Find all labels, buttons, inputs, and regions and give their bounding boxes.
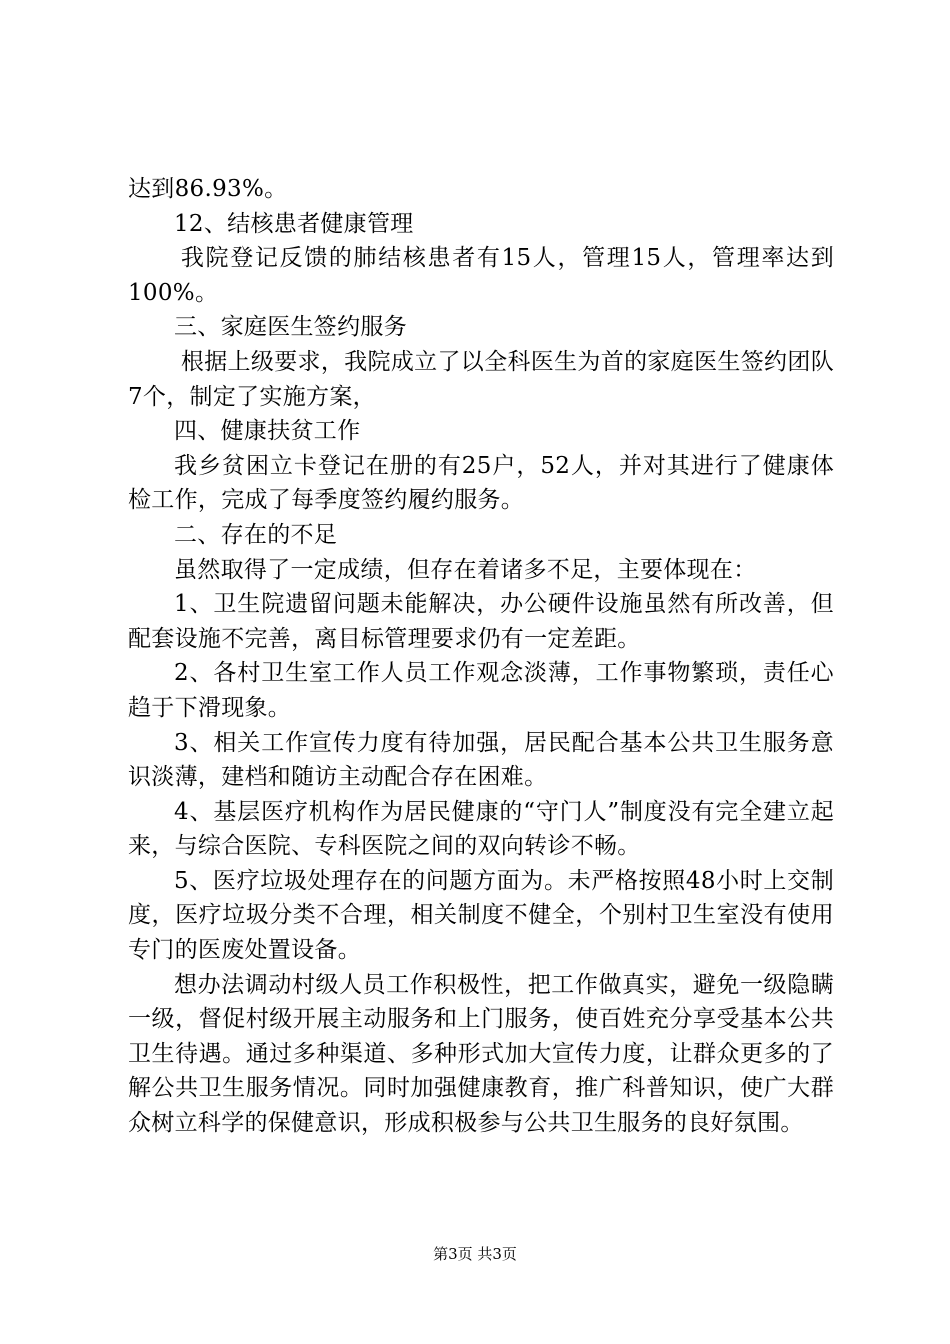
paragraph-family-doctor: 根据上级要求，我院成立了以全科医生为首的家庭医生签约团队7个，制定了实施方案， [128, 348, 834, 410]
paragraph-poverty-health: 我乡贫困立卡登记在册的有25户，52人，并对其进行了健康体检工作，完成了每季度签约履约服务。 [128, 452, 834, 514]
paragraph-shortcoming-1: 1、卫生院遗留问题未能解决，办公硬件设施虽然有所改善，但配套设施不完善，离目标管理要求仍有一定差距。 [128, 591, 834, 652]
paragraph-shortcoming-5: 5、医疗垃圾处理存在的问题方面为。未严格按照48小时上交制度，医疗垃圾分类不合理，相关制度不健全，个别村卫生室没有使用专门的医废处置设备。 [128, 867, 834, 964]
document-body [128, 172, 834, 1141]
paragraph-measures: 想办法调动村级人员工作积极性，把工作做真实，避免一级隐瞒一级，督促村级开展主动服务和上门服务，使百姓充分享受基本公共卫生待遇。通过多种渠道、多种形式加大宣传力度，让群众更多的了解公共卫生服务情况。同时加强健康教育，推广科普知识，使广大群众树立科学的保健意识，形成积极参与公共卫生服务的良好氛围。 [128, 971, 834, 1137]
section-heading-shortcomings: 二、存在的不足 [174, 521, 338, 548]
paragraph-shortcoming-2: 2、各村卫生室工作人员工作观念淡薄，工作事物繁琐，责任心趋于下滑现象。 [128, 660, 834, 721]
paragraph-tb-patients: 我院登记反馈的肺结核患者有15人，管理15人，管理率达到100%。 [128, 245, 834, 306]
paragraph-shortcomings-intro: 虽然取得了一定成绩，但存在着诸多不足，主要体现在： [174, 556, 757, 583]
section-heading-poverty-health: 四、健康扶贫工作 [174, 418, 361, 445]
paragraph-shortcoming-4: 4、基层医疗机构作为居民健康的“守门人”制度没有完全建立起来，与综合医院、专科医院之间的双向转诊不畅。 [128, 798, 834, 860]
section-heading-family-doctor: 三、家庭医生签约服务 [174, 314, 407, 341]
paragraph-shortcoming-3: 3、相关工作宣传力度有待加强，居民配合基本公共卫生服务意识淡薄，建档和随访主动配合存在困难。 [128, 729, 834, 791]
page-footer: 第3页 共3页 [433, 1245, 517, 1263]
paragraph-continuation: 达到86.93%。 [128, 176, 288, 202]
section-heading-tb-management: 12、结核患者健康管理 [174, 210, 414, 237]
